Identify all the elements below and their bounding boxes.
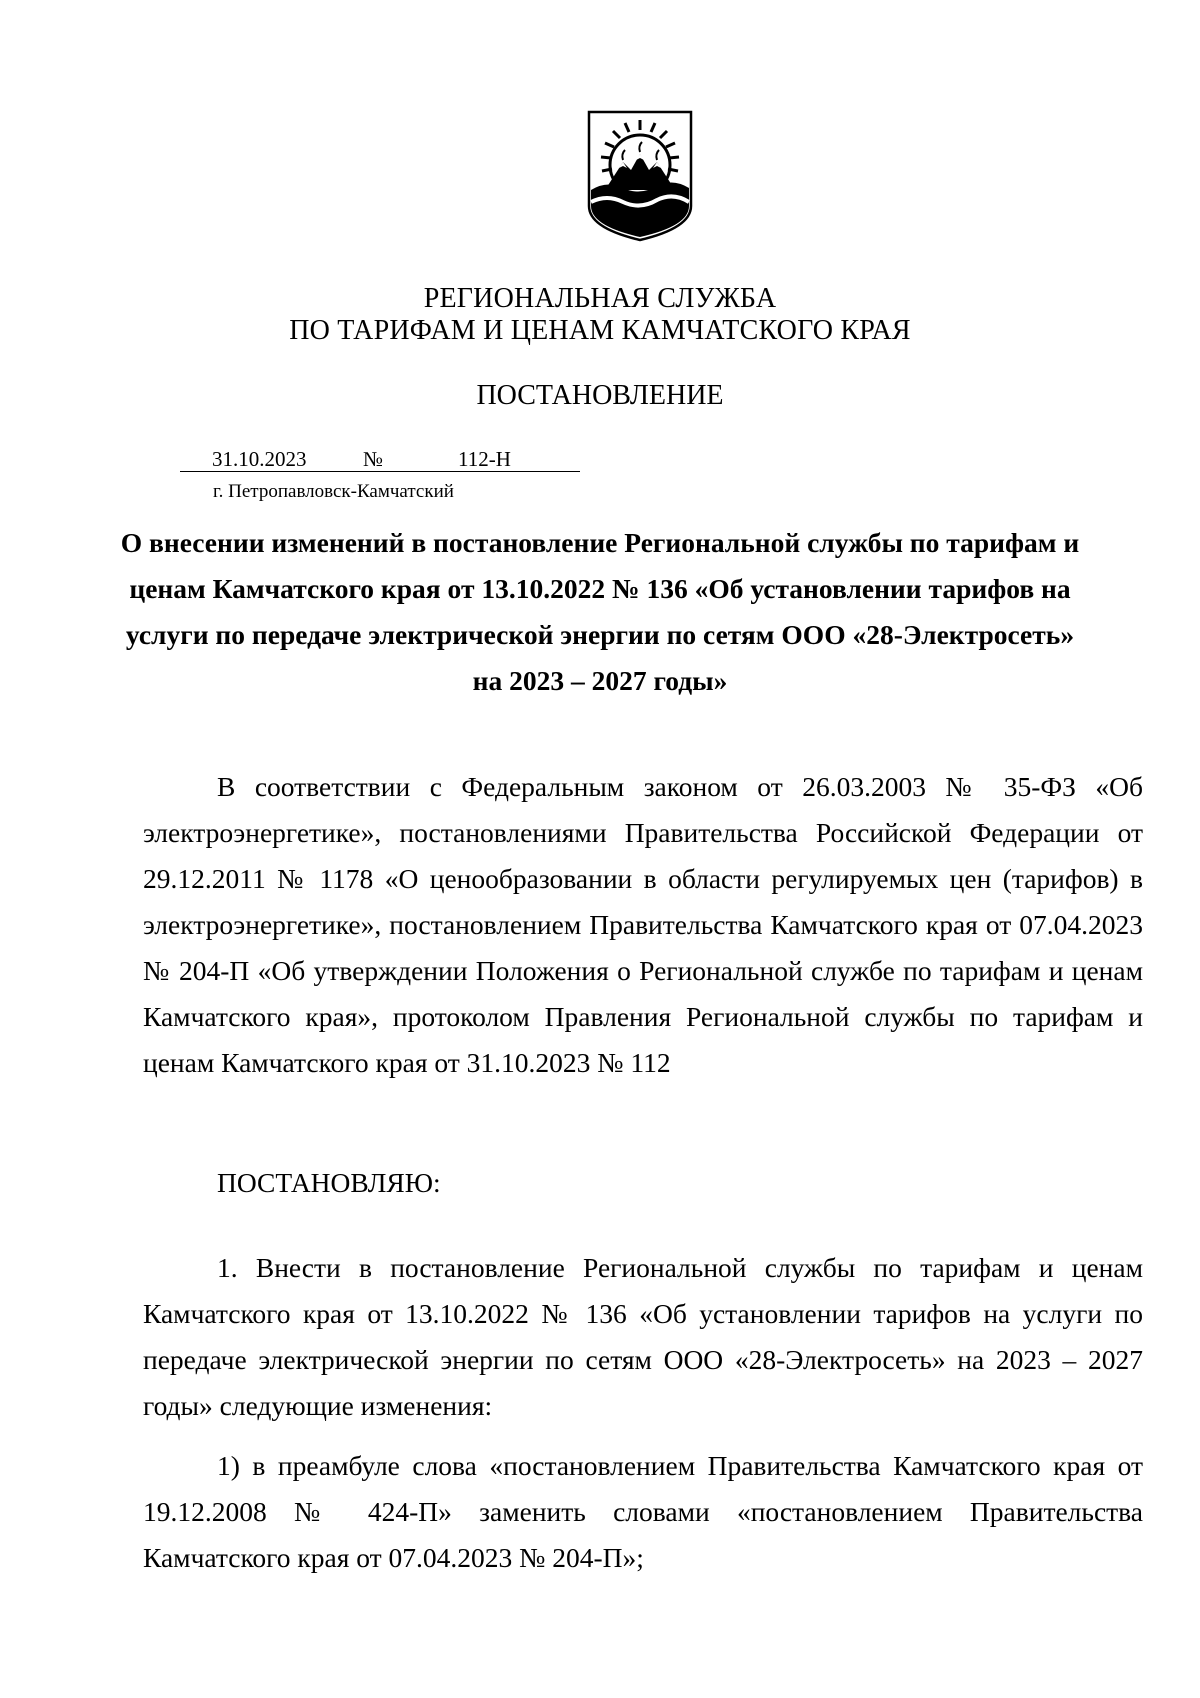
- organization-name-line-2: ПО ТАРИФАМ И ЦЕНАМ КАМЧАТСКОГО КРАЯ: [289, 315, 911, 346]
- item-1-paragraph: 1. Внести в постановление Региональной службы по тарифам и ценам Камчатского края от 13.10.2022 № 136 «Об установлении тарифов на услуги по передаче электрической энергии по сетям ООО «28-Электросеть» на 2023 – 2027 годы» следующие изменения:: [143, 1252, 1143, 1421]
- date-number-line: [180, 447, 580, 471]
- document-type: ПОСТАНОВЛЕНИЕ: [476, 380, 724, 411]
- item-1-1-paragraph: 1) в преамбуле слова «постановлением Правительства Камчатского края от 19.12.2008 № 424-П» заменить словами «постановлением Правительства Камчатского края от 07.04.2023 № 204-П»;: [143, 1450, 1143, 1573]
- document-title: О внесении изменений в постановление Региональной службы по тарифам и ценам Камчатского края от 13.10.2022 № 136 «Об установлении тарифов на услуги по передаче электрической энергии по сетям ООО «28-Электросеть» на 2023 – 2027 годы»: [120, 527, 1080, 696]
- preamble-paragraph: В соответствии с Федеральным законом от 26.03.2003 № 35-ФЗ «Об электроэнергетике», постановлениями Правительства Российской Федерации от 29.12.2011 № 1178 «О ценообразовании в области регулируемых цен (тарифов) в электроэнергетике», постановлением Правительства Камчатского края от 07.04.2023 № 204-П «Об утверждении Положения о Региональной службе по тарифам и ценам Камчатского края», протоколом Правления Региональной службы по тарифам и ценам Камчатского края от 31.10.2023 № 112: [143, 771, 1143, 1078]
- organization-name-line-1: РЕГИОНАЛЬНАЯ СЛУЖБА: [423, 283, 777, 314]
- document-date: 31.10.2023: [212, 447, 307, 471]
- kamchatka-coat-of-arms-icon: [587, 110, 693, 242]
- underline-divider: [180, 471, 580, 472]
- city-name: г. Петропавловск-Камчатский: [213, 481, 454, 502]
- decree-word: ПОСТАНОВЛЯЮ:: [217, 1167, 441, 1198]
- number-sign: №: [363, 447, 384, 471]
- document-number: 112-Н: [458, 447, 511, 471]
